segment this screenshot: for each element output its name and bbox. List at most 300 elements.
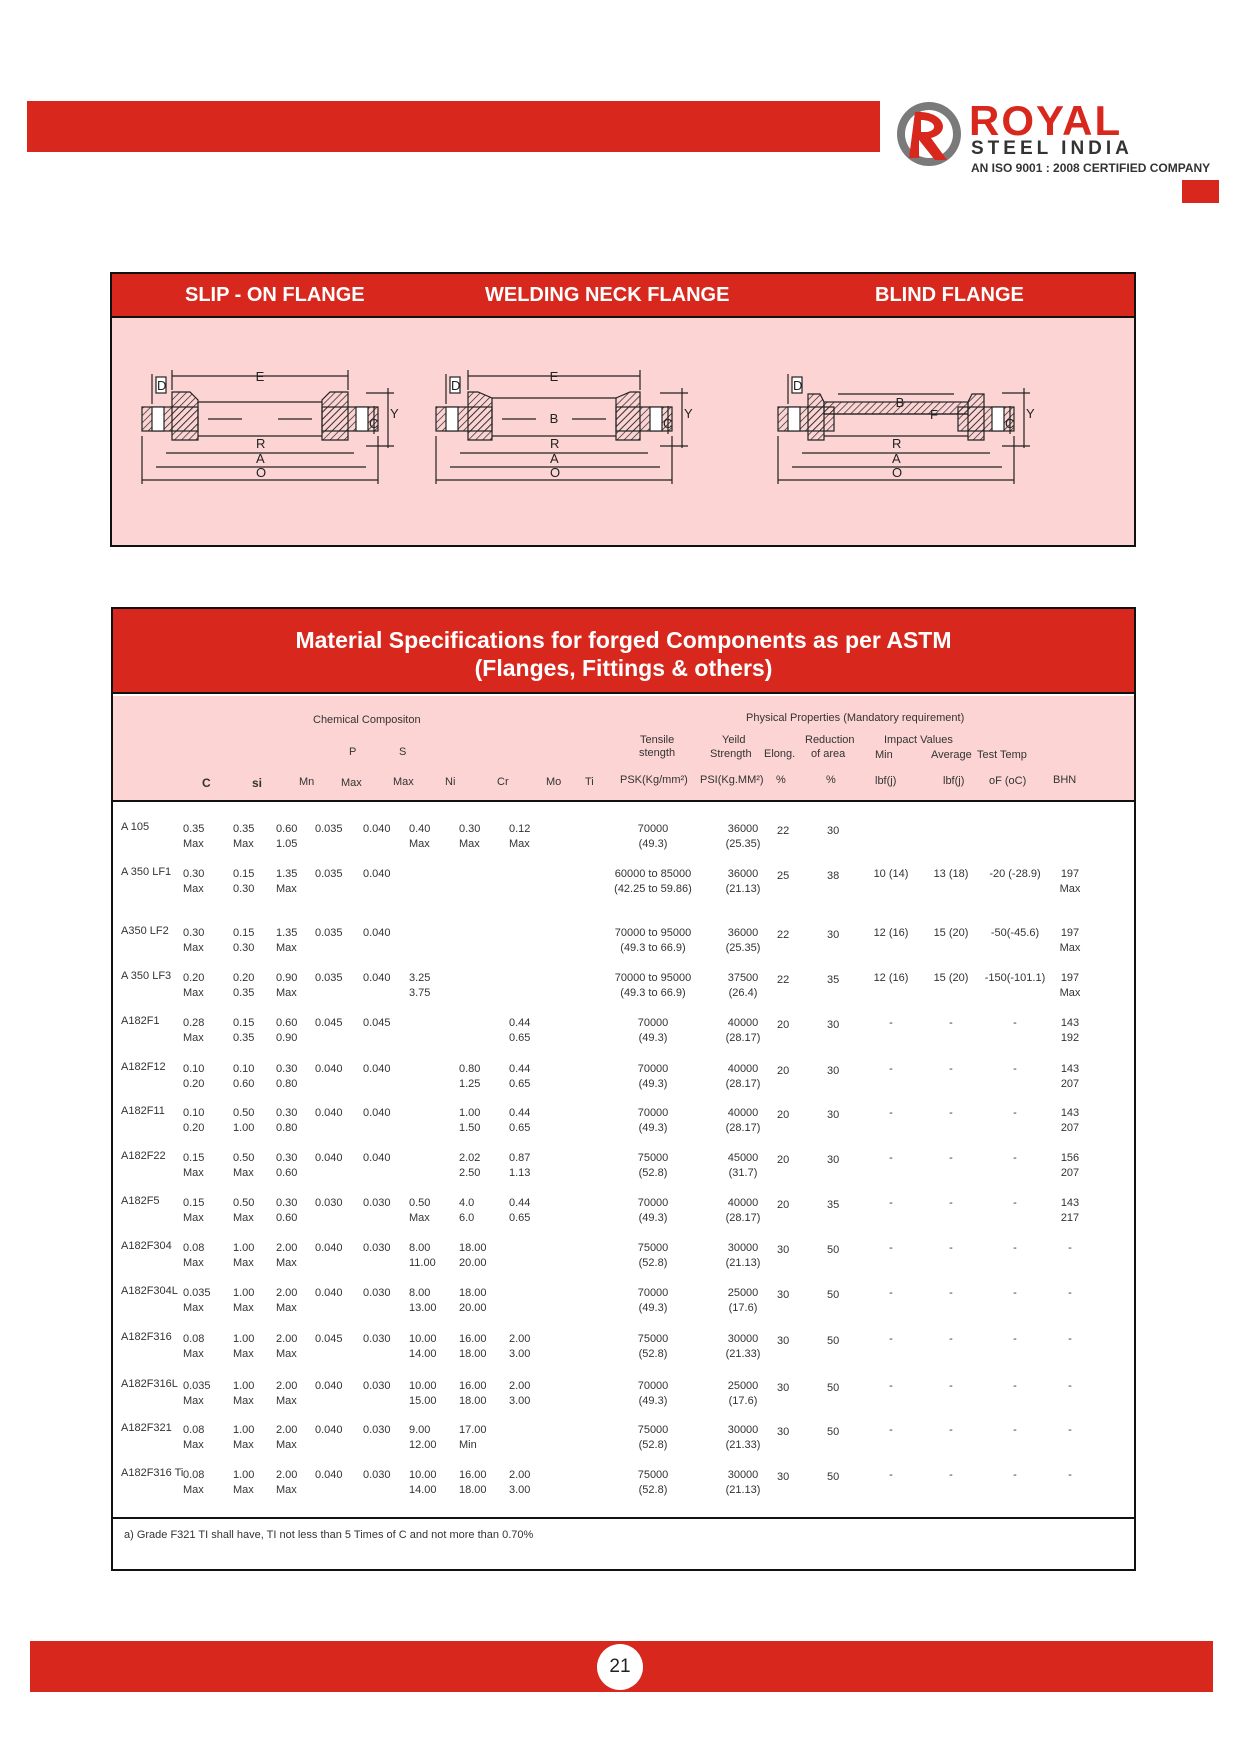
ni-header: Ni (445, 776, 456, 788)
table-row (113, 969, 1134, 1015)
iavg-cell: - (949, 1063, 953, 1075)
temp-cell: - (1013, 1380, 1017, 1392)
yield-unit-header: PSI(Kg.MM²) (700, 774, 764, 786)
temp-cell: - (1013, 1063, 1017, 1075)
tensile-cell: 70000 to 95000 (49.3 to 66.9) (614, 972, 692, 999)
red-cell: 50 (827, 1244, 840, 1256)
iavg-cell: - (949, 1107, 953, 1119)
svg-text:Y: Y (390, 406, 399, 421)
svg-text:A: A (892, 451, 901, 466)
table-row (113, 1194, 1134, 1240)
si-cell: 0.50 Max (233, 1152, 255, 1179)
p-cell: 0.045 (315, 1017, 343, 1029)
yield-cell: 37500 (26.4) (727, 972, 759, 999)
mn-cell: 0.90 Max (276, 972, 298, 999)
ni-cell: 10.00 14.00 (409, 1469, 437, 1496)
tensile-cell: 75000 (52.8) (637, 1152, 669, 1179)
s-cell: 0.040 (363, 868, 391, 880)
svg-text:D: D (157, 378, 167, 393)
si-cell: 1.00 Max (233, 1287, 255, 1314)
elong-cell: 20 (777, 1109, 790, 1121)
elong-cell: 22 (777, 825, 790, 837)
temp-cell: - (1013, 1152, 1017, 1164)
temp-cell: - (1013, 1469, 1017, 1481)
temp-cell: -150(-101.1) (984, 972, 1046, 984)
impact-min-header: Min (875, 749, 893, 761)
iavg-cell: 13 (18) (933, 868, 969, 880)
yield-cell: 36000 (25.35) (725, 823, 761, 850)
p-cell: 0.040 (315, 1152, 343, 1164)
mo-cell: 2.00 3.00 (509, 1333, 531, 1360)
si-cell: 0.15 0.30 (233, 927, 255, 954)
si-cell: 1.00 Max (233, 1380, 255, 1407)
svg-text:O: O (550, 465, 561, 480)
bhn-cell: 197 Max (1059, 972, 1081, 999)
elong-cell: 30 (777, 1382, 790, 1394)
mo-cell: 0.44 0.65 (509, 1197, 531, 1224)
cr-cell: 0.80 1.25 (459, 1063, 481, 1090)
imin-cell: - (889, 1197, 893, 1209)
ni-cell: 8.00 11.00 (409, 1242, 436, 1269)
bhn-cell: - (1068, 1424, 1072, 1436)
ni-cell: 9.00 12.00 (409, 1424, 437, 1451)
iavg-cell: - (949, 1333, 953, 1345)
mn-cell: 1.35 Max (276, 868, 298, 895)
c-cell: 0.15 Max (183, 1152, 205, 1179)
red-cell: 30 (827, 929, 840, 941)
table-row (113, 1421, 1134, 1467)
corner-red-square (1182, 180, 1219, 203)
si-cell: 1.00 Max (233, 1469, 255, 1496)
red-cell: 30 (827, 1109, 840, 1121)
elong-cell: 20 (777, 1154, 790, 1166)
mn-cell: 0.60 0.90 (276, 1017, 298, 1044)
footnote: a) Grade F321 TI shall have, TI not less than 5 Times of C and not more than 0.70% (124, 1529, 534, 1541)
red-cell: 30 (827, 825, 840, 837)
grade-cell: A182F316 (121, 1331, 172, 1343)
grade-cell: A182F11 (121, 1105, 165, 1117)
elong-cell: 30 (777, 1289, 790, 1301)
yield-cell: 30000 (21.33) (725, 1424, 761, 1451)
imin-cell: - (889, 1333, 893, 1345)
iavg-cell: - (949, 1380, 953, 1392)
elong-cell: 20 (777, 1019, 790, 1031)
mn-cell: 0.30 0.60 (276, 1197, 298, 1224)
mn-cell: 0.60 1.05 (276, 823, 298, 850)
bhn-cell: - (1068, 1287, 1072, 1299)
yield-cell: 40000 (28.17) (725, 1197, 761, 1224)
svg-text:C: C (369, 416, 379, 431)
welding-neck-flange-drawing (436, 369, 693, 484)
tensile-cell: 70000 (49.3) (637, 1017, 669, 1044)
slip-on-flange-title: SLIP - ON FLANGE (185, 284, 365, 306)
s-cell: 0.040 (363, 927, 391, 939)
bhn-cell: - (1068, 1469, 1072, 1481)
mn-cell: 1.35 Max (276, 927, 298, 954)
s-cell: 0.030 (363, 1469, 391, 1481)
ti-header: Ti (585, 776, 594, 788)
s-cell: 0.040 (363, 1107, 391, 1119)
test-temp-unit-header: oF (oC) (989, 775, 1027, 787)
svg-text:B: B (549, 411, 559, 426)
red-cell: 30 (827, 1065, 840, 1077)
temp-cell: - (1013, 1107, 1017, 1119)
iavg-cell: - (949, 1287, 953, 1299)
temp-cell: - (1013, 1287, 1017, 1299)
p-cell: 0.035 (315, 927, 343, 939)
p-cell: 0.040 (315, 1287, 343, 1299)
p-cell: 0.035 (315, 972, 343, 984)
p-cell: 0.040 (315, 1063, 343, 1075)
ni-cell: 10.00 14.00 (409, 1333, 437, 1360)
si-cell: 0.20 0.35 (233, 972, 255, 999)
grade-cell: A 350 LF3 (121, 970, 172, 982)
p-cell: 0.030 (315, 1197, 343, 1209)
tensile-cell: 75000 (52.8) (637, 1424, 669, 1451)
elong-cell: 30 (777, 1335, 790, 1347)
grade-cell: A350 LF2 (121, 925, 169, 937)
mn-cell: 2.00 Max (276, 1242, 298, 1269)
s-cell: 0.030 (363, 1197, 391, 1209)
bhn-cell: - (1068, 1380, 1072, 1392)
imin-cell: - (889, 1380, 893, 1392)
svg-text:O: O (892, 465, 903, 480)
yield-cell: 30000 (21.33) (725, 1333, 761, 1360)
red-cell: 50 (827, 1426, 840, 1438)
mo-cell: 0.44 0.65 (509, 1063, 531, 1090)
elong-cell: 22 (777, 974, 790, 986)
spec-title-line2: (Flanges, Fittings & others) (474, 655, 773, 681)
tensile-cell: 70000 (49.3) (637, 1063, 669, 1090)
iavg-cell: 15 (20) (933, 927, 969, 939)
footnote-divider (113, 1517, 1134, 1519)
ni-cell: 10.00 15.00 (409, 1380, 437, 1407)
temp-cell: - (1013, 1242, 1017, 1254)
red-cell: 50 (827, 1289, 840, 1301)
elong-header: Elong. (764, 748, 796, 760)
bhn-cell: 156 207 (1060, 1152, 1080, 1179)
s-cell: 0.040 (363, 972, 391, 984)
red-cell: 35 (827, 974, 840, 986)
tensile-cell: 75000 (52.8) (637, 1242, 669, 1269)
tensile-unit-header: PSK(Kg/mm²) (620, 774, 688, 786)
c-cell: 0.20 Max (183, 972, 205, 999)
grade-cell: A182F316L (121, 1378, 178, 1390)
flange-types-panel (110, 272, 1136, 547)
si-cell: 0.15 0.35 (233, 1017, 255, 1044)
imin-cell: - (889, 1469, 893, 1481)
grade-cell: A 105 (121, 821, 150, 833)
grade-cell: A182F5 (121, 1195, 160, 1207)
imin-cell: - (889, 1242, 893, 1254)
p-cell: 0.035 (315, 823, 343, 835)
imin-cell: - (889, 1424, 893, 1436)
mo-cell: 0.12 Max (509, 823, 531, 850)
grade-cell: A182F22 (121, 1150, 166, 1162)
imin-cell: 10 (14) (873, 868, 909, 880)
bhn-header: BHN (1053, 774, 1077, 786)
mn-cell: 2.00 Max (276, 1380, 298, 1407)
mn-cell: 0.30 0.80 (276, 1107, 298, 1134)
ni-cell: 8.00 13.00 (409, 1287, 437, 1314)
elong-cell: 30 (777, 1426, 790, 1438)
si-cell: 1.00 Max (233, 1333, 255, 1360)
c-cell: 0.08 Max (183, 1469, 205, 1496)
svg-text:R: R (256, 436, 266, 451)
impact-avg-unit-header: lbf(j) (943, 775, 965, 787)
imin-cell: - (889, 1107, 893, 1119)
company-logo (895, 98, 1225, 178)
tensile-header: Tensile (640, 734, 675, 746)
mo-cell: 0.87 1.13 (509, 1152, 531, 1179)
tensile-cell: 70000 (49.3) (637, 1380, 669, 1407)
s-header: S (399, 746, 407, 758)
spec-table-header (113, 696, 1134, 802)
temp-cell: - (1013, 1017, 1017, 1029)
s-cell: 0.040 (363, 1152, 391, 1164)
s-cell: 0.030 (363, 1287, 391, 1299)
s-cell: 0.030 (363, 1333, 391, 1345)
si-cell: 0.10 0.60 (233, 1063, 255, 1090)
cr-cell: 18.00 20.00 (459, 1242, 487, 1269)
mn-header: Mn (299, 776, 315, 788)
blind-flange-title: BLIND FLANGE (875, 284, 1024, 306)
s-cell: 0.040 (363, 823, 391, 835)
imin-cell: 12 (16) (873, 972, 909, 984)
cr-cell: 18.00 20.00 (459, 1287, 487, 1314)
svg-text:D: D (451, 378, 461, 393)
ni-cell: 0.50 Max (409, 1197, 431, 1224)
iavg-cell: - (949, 1469, 953, 1481)
yield-cell: 30000 (21.13) (725, 1242, 761, 1269)
tensile-header-2: stength (639, 747, 676, 759)
spec-title (113, 609, 1134, 694)
c-cell: 0.35 Max (183, 823, 205, 850)
table-row (113, 1239, 1134, 1285)
tensile-cell: 70000 (49.3) (637, 823, 669, 850)
iavg-cell: - (949, 1017, 953, 1029)
bhn-cell: 143 207 (1060, 1063, 1080, 1090)
yield-header: Yeild (722, 734, 746, 746)
red-cell: 50 (827, 1335, 840, 1347)
yield-cell: 45000 (31.7) (727, 1152, 759, 1179)
yield-cell: 36000 (25.35) (725, 927, 761, 954)
header-red-bar (27, 101, 880, 152)
cr-cell: 0.30 Max (459, 823, 481, 850)
tensile-cell: 70000 to 95000 (49.3 to 66.9) (614, 927, 692, 954)
material-spec-table (111, 607, 1136, 1571)
cr-header: Cr (497, 776, 509, 788)
iavg-cell: - (949, 1242, 953, 1254)
elong-cell: 20 (777, 1065, 790, 1077)
svg-text:A: A (256, 451, 265, 466)
c-cell: 0.10 0.20 (183, 1107, 205, 1134)
c-header: C (202, 776, 211, 790)
table-row (113, 865, 1134, 911)
grade-cell: A182F321 (121, 1422, 172, 1434)
temp-cell: -20 (-28.9) (989, 868, 1041, 880)
tensile-cell: 75000 (52.8) (637, 1333, 669, 1360)
mo-header: Mo (546, 776, 562, 788)
p-header: P (349, 746, 357, 758)
impact-avg-header: Average (931, 749, 972, 761)
grade-cell: A 350 LF1 (121, 866, 172, 878)
mn-cell: 0.30 0.80 (276, 1063, 298, 1090)
c-cell: 0.30 Max (183, 927, 205, 954)
si-cell: 0.50 Max (233, 1197, 255, 1224)
c-cell: 0.035 Max (183, 1380, 211, 1407)
mo-cell: 0.44 0.65 (509, 1107, 531, 1134)
tensile-cell: 70000 (49.3) (637, 1197, 669, 1224)
c-cell: 0.28 Max (183, 1017, 205, 1044)
chemical-composition-header: Chemical Compositon (313, 714, 421, 726)
physical-properties-header: Physical Properties (Mandatory requirement) (746, 712, 965, 724)
mn-cell: 2.00 Max (276, 1333, 298, 1360)
table-row (113, 1104, 1134, 1150)
svg-text:Y: Y (684, 406, 693, 421)
mo-cell: 0.44 0.65 (509, 1017, 531, 1044)
elong-cell: 22 (777, 929, 790, 941)
bhn-cell: 197 Max (1059, 927, 1081, 954)
svg-text:Y: Y (1026, 406, 1035, 421)
tensile-cell: 75000 (52.8) (637, 1469, 669, 1496)
c-cell: 0.10 0.20 (183, 1063, 205, 1090)
svg-text:C: C (1005, 416, 1015, 431)
grade-cell: A182F304 (121, 1240, 172, 1252)
c-cell: 0.15 Max (183, 1197, 205, 1224)
c-cell: 0.08 Max (183, 1424, 205, 1451)
p-cell: 0.040 (315, 1242, 343, 1254)
si-cell: 1.00 Max (233, 1242, 255, 1269)
reduction-header: Reduction (805, 734, 855, 746)
si-header: si (252, 776, 263, 790)
tensile-cell: 70000 (49.3) (637, 1287, 669, 1314)
svg-text:R: R (892, 436, 902, 451)
royal-logo-icon (895, 100, 963, 168)
grade-cell: A182F1 (121, 1015, 160, 1027)
svg-text:E: E (549, 369, 559, 384)
bhn-cell: - (1068, 1333, 1072, 1345)
impact-min-unit-header: lbf(j) (875, 775, 897, 787)
red-cell: 30 (827, 1154, 840, 1166)
table-row (113, 924, 1134, 970)
svg-text:A: A (550, 451, 559, 466)
iavg-cell: 15 (20) (933, 972, 969, 984)
svg-text:C: C (663, 416, 673, 431)
reduction-header-2: of area (811, 748, 846, 760)
p-cell: 0.040 (315, 1380, 343, 1392)
yield-header-2: Strength (710, 748, 752, 760)
tensile-cell: 70000 (49.3) (637, 1107, 669, 1134)
bhn-cell: 143 217 (1060, 1197, 1080, 1224)
red-cell: 38 (827, 870, 840, 882)
svg-text:D: D (793, 378, 803, 393)
svg-text:F: F (930, 407, 938, 422)
si-cell: 1.00 Max (233, 1424, 255, 1451)
mn-cell: 0.30 0.60 (276, 1152, 298, 1179)
s-cell: 0.045 (363, 1017, 391, 1029)
p-cell: 0.035 (315, 868, 343, 880)
cr-cell: 16.00 18.00 (459, 1333, 487, 1360)
mn-cell: 2.00 Max (276, 1469, 298, 1496)
iso-certification: AN ISO 9001 : 2008 CERTIFIED COMPANY (971, 161, 1211, 175)
grade-cell: A182F304L (121, 1285, 178, 1297)
flange-drawings (112, 318, 1134, 543)
elong-cell: 30 (777, 1244, 790, 1256)
table-row (113, 1466, 1134, 1512)
flange-titles-bar (112, 274, 1134, 318)
p-max-header: Max (341, 777, 362, 789)
p-cell: 0.040 (315, 1469, 343, 1481)
imin-cell: - (889, 1017, 893, 1029)
elong-cell: 30 (777, 1471, 790, 1483)
page-number: 21 (597, 1644, 643, 1690)
slip-on-flange-drawing (142, 369, 399, 484)
svg-text:O: O (256, 465, 267, 480)
table-row (113, 1377, 1134, 1423)
temp-cell: - (1013, 1333, 1017, 1345)
temp-cell: -50(-45.6) (990, 927, 1040, 939)
yield-cell: 25000 (17.6) (727, 1287, 759, 1314)
table-row (113, 1060, 1134, 1106)
c-cell: 0.30 Max (183, 868, 205, 895)
table-row (113, 1149, 1134, 1195)
imin-cell: - (889, 1152, 893, 1164)
elong-cell: 20 (777, 1199, 790, 1211)
si-cell: 0.15 0.30 (233, 868, 255, 895)
temp-cell: - (1013, 1424, 1017, 1436)
c-cell: 0.035 Max (183, 1287, 211, 1314)
yield-cell: 30000 (21.13) (725, 1469, 761, 1496)
cr-cell: 17.00 Min (459, 1424, 487, 1451)
elong-unit-header: % (776, 774, 786, 786)
brand-name: ROYAL (969, 97, 1123, 144)
test-temp-header: Test Temp (977, 749, 1027, 761)
red-cell: 35 (827, 1199, 840, 1211)
cr-cell: 16.00 18.00 (459, 1469, 487, 1496)
bhn-cell: 143 207 (1060, 1107, 1080, 1134)
red-cell: 50 (827, 1382, 840, 1394)
temp-cell: - (1013, 1197, 1017, 1209)
p-cell: 0.045 (315, 1333, 343, 1345)
cr-cell: 1.00 1.50 (459, 1107, 481, 1134)
yield-cell: 25000 (17.6) (727, 1380, 759, 1407)
tensile-cell: 60000 to 85000 (42.25 to 59.86) (614, 868, 692, 895)
elong-cell: 25 (777, 870, 790, 882)
mn-cell: 2.00 Max (276, 1424, 298, 1451)
table-row (113, 820, 1134, 866)
svg-text:R: R (550, 436, 560, 451)
yield-cell: 40000 (28.17) (725, 1107, 761, 1134)
cr-cell: 2.02 2.50 (459, 1152, 481, 1179)
red-cell: 30 (827, 1019, 840, 1031)
iavg-cell: - (949, 1152, 953, 1164)
svg-text:E: E (255, 369, 265, 384)
s-cell: 0.040 (363, 1063, 391, 1075)
blind-flange-drawing (778, 374, 1035, 484)
s-cell: 0.030 (363, 1242, 391, 1254)
p-cell: 0.040 (315, 1107, 343, 1119)
welding-neck-flange-title: WELDING NECK FLANGE (485, 284, 730, 306)
s-cell: 0.030 (363, 1424, 391, 1436)
s-cell: 0.030 (363, 1380, 391, 1392)
grade-cell: A182F12 (121, 1061, 166, 1073)
mo-cell: 2.00 3.00 (509, 1380, 531, 1407)
yield-cell: 36000 (21.13) (725, 868, 761, 895)
spec-title-line1: Material Specifications for forged Components as per ASTM (295, 627, 952, 653)
impact-values-header: Impact Values (884, 734, 953, 746)
bhn-cell: 143 192 (1060, 1017, 1080, 1044)
